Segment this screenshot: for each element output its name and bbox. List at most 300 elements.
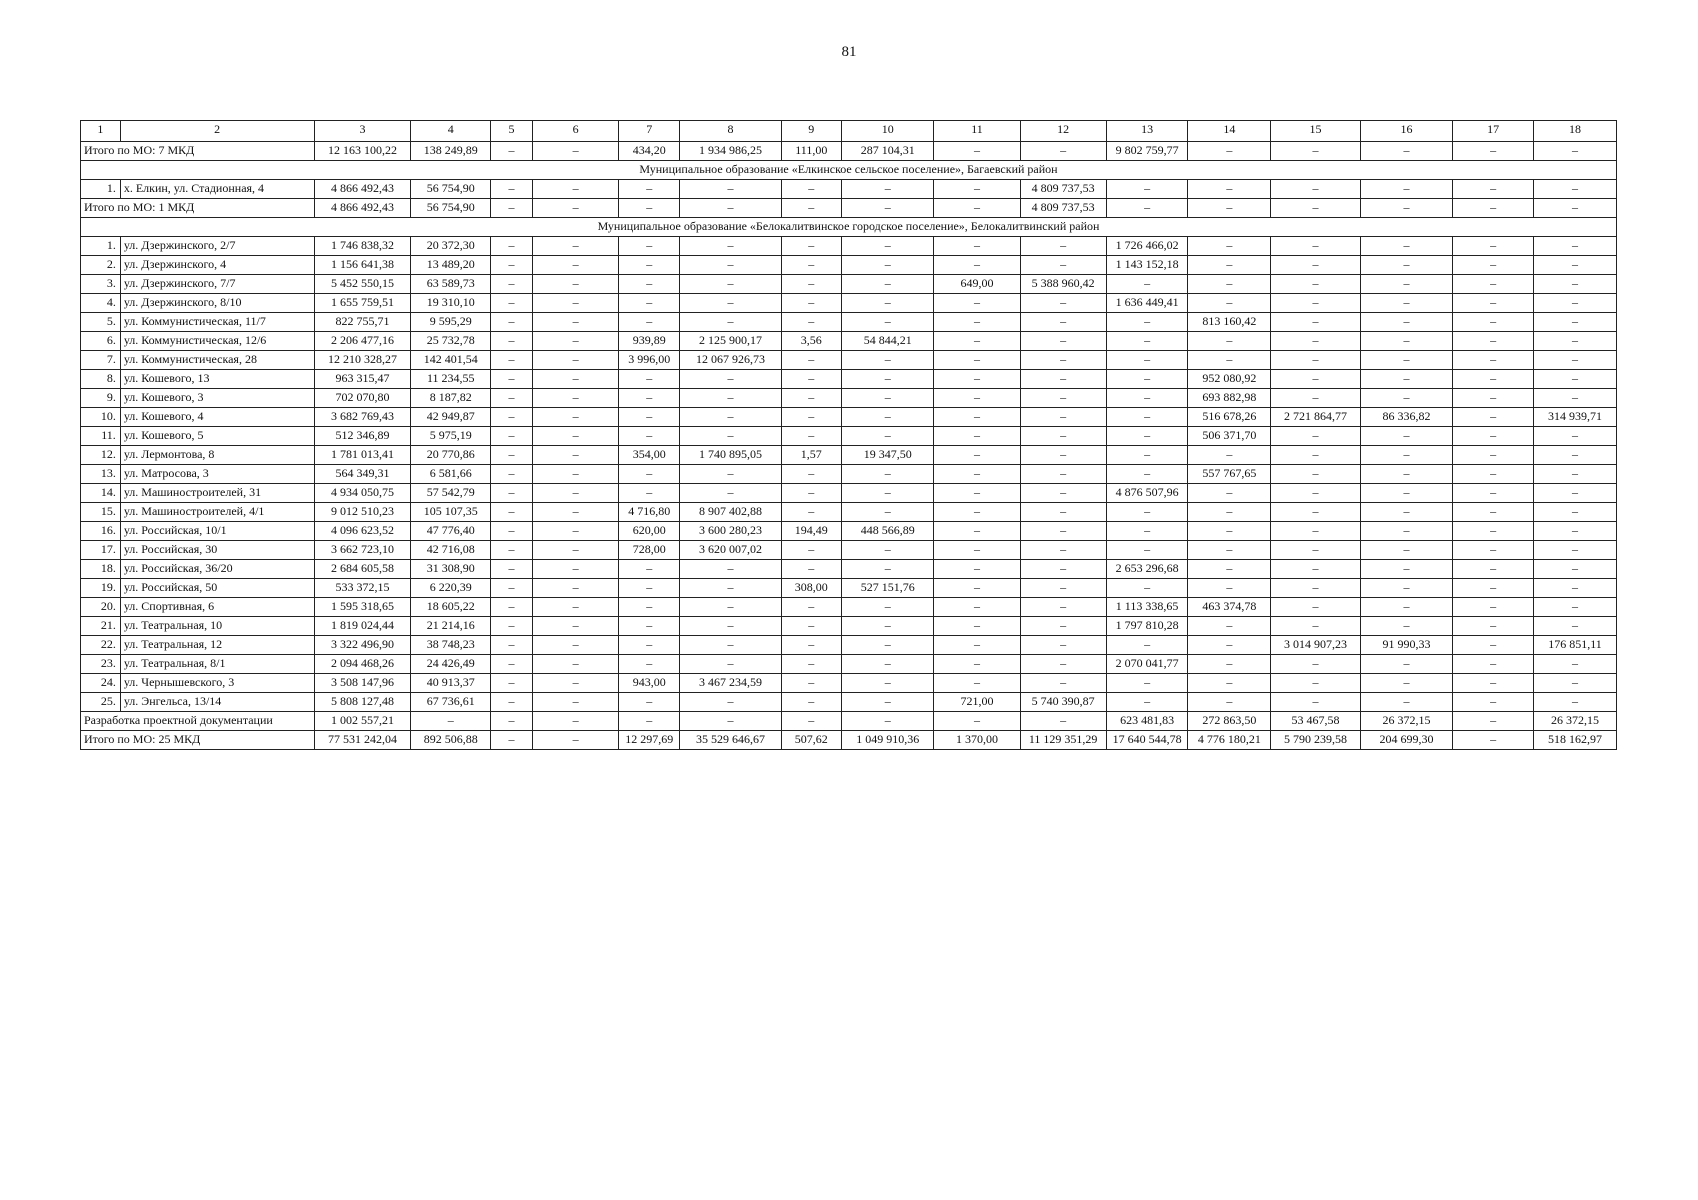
data-cell: 564 349,31	[314, 465, 411, 484]
data-cell: –	[1271, 446, 1360, 465]
data-cell: –	[491, 579, 533, 598]
data-cell: –	[533, 180, 619, 199]
data-cell: 176 851,11	[1533, 636, 1616, 655]
total-label: Итого по МО: 25 МКД	[81, 731, 315, 750]
data-cell: –	[680, 693, 781, 712]
data-cell: –	[1360, 237, 1453, 256]
row-number-cell: 2.	[81, 256, 121, 275]
data-cell: –	[781, 294, 841, 313]
data-cell: 9 012 510,23	[314, 503, 411, 522]
data-cell: –	[1106, 636, 1188, 655]
address-cell: ул. Российская, 50	[120, 579, 314, 598]
data-cell: –	[619, 636, 680, 655]
data-cell: 3,56	[781, 332, 841, 351]
row-number-cell: 11.	[81, 427, 121, 446]
total-cell: –	[491, 142, 533, 161]
total-cell: –	[1360, 199, 1453, 218]
row-number-cell: 1.	[81, 237, 121, 256]
data-cell: –	[1188, 294, 1271, 313]
table-row	[81, 560, 1617, 579]
data-cell: –	[781, 674, 841, 693]
data-cell: –	[934, 256, 1020, 275]
table-row	[81, 693, 1617, 712]
header-cell: 4	[411, 121, 491, 142]
row-number-cell: 5.	[81, 313, 121, 332]
data-cell: –	[1020, 446, 1106, 465]
data-cell: –	[781, 617, 841, 636]
address-cell: ул. Дзержинского, 2/7	[120, 237, 314, 256]
data-cell: 2 653 296,68	[1106, 560, 1188, 579]
data-cell: –	[680, 275, 781, 294]
data-cell: –	[533, 351, 619, 370]
data-cell: –	[491, 408, 533, 427]
header-cell: 13	[1106, 121, 1188, 142]
data-cell: –	[1533, 674, 1616, 693]
table-row	[81, 598, 1617, 617]
data-cell: 314 939,71	[1533, 408, 1616, 427]
data-cell: –	[934, 541, 1020, 560]
data-cell: –	[533, 446, 619, 465]
table-row	[81, 541, 1617, 560]
data-cell: –	[533, 617, 619, 636]
data-cell: –	[1271, 294, 1360, 313]
data-cell: 527 151,76	[841, 579, 934, 598]
data-cell: –	[491, 180, 533, 199]
data-cell: –	[1533, 180, 1616, 199]
data-cell: –	[934, 636, 1020, 655]
total-cell: –	[841, 199, 934, 218]
data-cell: –	[781, 180, 841, 199]
data-cell: –	[1533, 370, 1616, 389]
data-cell: –	[1020, 598, 1106, 617]
data-cell: –	[1453, 408, 1534, 427]
data-cell: –	[1360, 484, 1453, 503]
data-cell: –	[1453, 560, 1534, 579]
data-cell: 4 096 623,52	[314, 522, 411, 541]
data-cell: 25 732,78	[411, 332, 491, 351]
data-cell: –	[491, 294, 533, 313]
data-cell: –	[1360, 313, 1453, 332]
header-cell: 3	[314, 121, 411, 142]
data-cell: –	[619, 484, 680, 503]
data-cell: –	[533, 579, 619, 598]
data-cell: –	[533, 484, 619, 503]
data-cell: –	[491, 712, 533, 731]
data-cell: –	[491, 256, 533, 275]
data-cell: 5 740 390,87	[1020, 693, 1106, 712]
total-cell: 4 776 180,21	[1188, 731, 1271, 750]
data-cell: –	[841, 712, 934, 731]
table-row	[81, 332, 1617, 351]
data-cell: –	[1020, 674, 1106, 693]
data-cell: –	[1360, 275, 1453, 294]
data-cell: –	[1020, 256, 1106, 275]
total-cell: –	[1533, 142, 1616, 161]
data-cell: –	[1188, 522, 1271, 541]
data-cell: –	[1271, 351, 1360, 370]
header-cell: 12	[1020, 121, 1106, 142]
data-cell: –	[934, 522, 1020, 541]
data-cell: 1,57	[781, 446, 841, 465]
data-cell: 1 113 338,65	[1106, 598, 1188, 617]
data-cell: –	[781, 636, 841, 655]
data-cell: 53 467,58	[1271, 712, 1360, 731]
data-cell: –	[841, 503, 934, 522]
data-cell: –	[1360, 332, 1453, 351]
data-cell: –	[1106, 180, 1188, 199]
total-cell: 434,20	[619, 142, 680, 161]
data-cell: 354,00	[619, 446, 680, 465]
total-cell: 204 699,30	[1360, 731, 1453, 750]
data-cell: –	[619, 693, 680, 712]
row-number-cell: 6.	[81, 332, 121, 351]
data-cell: 19 310,10	[411, 294, 491, 313]
data-cell: 943,00	[619, 674, 680, 693]
address-cell: ул. Спортивная, 6	[120, 598, 314, 617]
table-row	[81, 294, 1617, 313]
total-row	[81, 199, 1617, 218]
row-number-cell: 20.	[81, 598, 121, 617]
data-cell: –	[1360, 674, 1453, 693]
table-row	[81, 370, 1617, 389]
data-cell: 142 401,54	[411, 351, 491, 370]
data-cell: 3 662 723,10	[314, 541, 411, 560]
data-cell: 21 214,16	[411, 617, 491, 636]
data-cell: –	[1360, 351, 1453, 370]
header-cell: 6	[533, 121, 619, 142]
data-cell: –	[1020, 636, 1106, 655]
data-cell: –	[781, 693, 841, 712]
data-cell: –	[934, 465, 1020, 484]
data-cell: –	[781, 313, 841, 332]
total-cell: –	[1188, 142, 1271, 161]
data-cell: 512 346,89	[314, 427, 411, 446]
data-cell: –	[533, 237, 619, 256]
address-cell: ул. Российская, 36/20	[120, 560, 314, 579]
total-cell: 4 809 737,53	[1020, 199, 1106, 218]
table-row	[81, 579, 1617, 598]
data-cell: –	[1453, 427, 1534, 446]
data-cell: 5 975,19	[411, 427, 491, 446]
data-cell: 952 080,92	[1188, 370, 1271, 389]
data-cell: –	[1271, 465, 1360, 484]
data-cell: –	[1020, 522, 1106, 541]
data-cell: –	[1188, 275, 1271, 294]
data-cell: –	[1360, 598, 1453, 617]
row-number-cell: 21.	[81, 617, 121, 636]
data-cell: –	[491, 465, 533, 484]
table-row	[81, 636, 1617, 655]
data-cell: –	[680, 427, 781, 446]
total-cell: 111,00	[781, 142, 841, 161]
data-cell: –	[1453, 275, 1534, 294]
data-cell: 57 542,79	[411, 484, 491, 503]
row-number-cell: 22.	[81, 636, 121, 655]
data-cell: –	[1533, 294, 1616, 313]
data-cell: –	[1271, 275, 1360, 294]
data-cell: 2 721 864,77	[1271, 408, 1360, 427]
data-cell: –	[1020, 427, 1106, 446]
data-cell: –	[491, 446, 533, 465]
data-cell: 1 819 024,44	[314, 617, 411, 636]
table-row	[81, 655, 1617, 674]
data-cell: –	[841, 294, 934, 313]
data-cell: 1 740 895,05	[680, 446, 781, 465]
data-cell: 1 746 838,32	[314, 237, 411, 256]
data-cell: –	[1271, 617, 1360, 636]
data-cell: –	[1533, 503, 1616, 522]
data-cell: –	[1020, 579, 1106, 598]
address-cell: ул. Машиностроителей, 31	[120, 484, 314, 503]
data-cell: –	[1533, 237, 1616, 256]
total-cell: –	[491, 199, 533, 218]
data-cell: –	[619, 180, 680, 199]
data-cell: –	[1533, 579, 1616, 598]
data-cell: –	[1360, 522, 1453, 541]
data-cell: 3 996,00	[619, 351, 680, 370]
data-cell: –	[491, 351, 533, 370]
data-cell: 649,00	[934, 275, 1020, 294]
total-cell: –	[491, 731, 533, 750]
data-cell: –	[1106, 522, 1188, 541]
data-cell: –	[491, 636, 533, 655]
data-cell: 463 374,78	[1188, 598, 1271, 617]
data-cell: –	[1453, 332, 1534, 351]
data-cell: 3 620 007,02	[680, 541, 781, 560]
header-row	[81, 121, 1617, 142]
data-cell: 1 156 641,38	[314, 256, 411, 275]
data-cell: –	[533, 427, 619, 446]
total-cell: 17 640 544,78	[1106, 731, 1188, 750]
data-cell: –	[680, 465, 781, 484]
row-number-cell: 3.	[81, 275, 121, 294]
data-cell: –	[680, 579, 781, 598]
data-cell: –	[1360, 180, 1453, 199]
data-cell: –	[934, 180, 1020, 199]
data-cell: –	[619, 389, 680, 408]
data-cell: –	[841, 465, 934, 484]
data-cell: –	[1020, 351, 1106, 370]
data-cell: –	[533, 541, 619, 560]
data-cell: –	[1360, 427, 1453, 446]
data-cell: –	[1271, 655, 1360, 674]
row-number-cell: 19.	[81, 579, 121, 598]
data-cell: 533 372,15	[314, 579, 411, 598]
data-cell: –	[841, 427, 934, 446]
address-cell: ул. Лермонтова, 8	[120, 446, 314, 465]
data-cell: –	[491, 275, 533, 294]
total-cell: –	[781, 199, 841, 218]
data-cell: 557 767,65	[1188, 465, 1271, 484]
table-row	[81, 465, 1617, 484]
row-number-cell: 9.	[81, 389, 121, 408]
data-cell: –	[1453, 256, 1534, 275]
data-cell: –	[1188, 636, 1271, 655]
data-cell: –	[619, 617, 680, 636]
data-cell: –	[491, 674, 533, 693]
data-cell: –	[491, 693, 533, 712]
data-cell: –	[1453, 237, 1534, 256]
row-number-cell: 17.	[81, 541, 121, 560]
data-cell: –	[781, 427, 841, 446]
data-cell: –	[491, 484, 533, 503]
data-cell: –	[1360, 256, 1453, 275]
data-cell: –	[1020, 237, 1106, 256]
data-cell: –	[934, 408, 1020, 427]
data-cell: 11 234,55	[411, 370, 491, 389]
data-cell: –	[1453, 370, 1534, 389]
data-cell: 31 308,90	[411, 560, 491, 579]
data-cell: 42 716,08	[411, 541, 491, 560]
data-cell: –	[619, 408, 680, 427]
data-cell: –	[533, 503, 619, 522]
address-cell: ул. Дзержинского, 8/10	[120, 294, 314, 313]
data-cell: –	[619, 294, 680, 313]
total-cell: 77 531 242,04	[314, 731, 411, 750]
address-cell: ул. Театральная, 8/1	[120, 655, 314, 674]
data-cell: –	[1020, 655, 1106, 674]
data-cell: –	[680, 389, 781, 408]
address-cell: ул. Российская, 10/1	[120, 522, 314, 541]
data-cell: 5 808 127,48	[314, 693, 411, 712]
data-cell: –	[1188, 503, 1271, 522]
address-cell: ул. Энгельса, 13/14	[120, 693, 314, 712]
data-cell: 9 595,29	[411, 313, 491, 332]
data-cell: –	[619, 579, 680, 598]
data-cell: –	[1533, 446, 1616, 465]
data-cell: –	[1360, 655, 1453, 674]
total-cell: –	[619, 199, 680, 218]
data-cell: –	[1020, 541, 1106, 560]
data-cell: –	[1106, 446, 1188, 465]
data-cell: –	[1360, 560, 1453, 579]
section-row	[81, 161, 1617, 180]
data-cell: –	[1360, 465, 1453, 484]
data-cell: –	[1271, 674, 1360, 693]
register-table-body	[81, 121, 1617, 750]
data-cell: –	[781, 712, 841, 731]
data-cell: –	[1271, 522, 1360, 541]
data-cell: –	[1188, 674, 1271, 693]
data-cell: –	[1020, 389, 1106, 408]
data-cell: –	[1020, 294, 1106, 313]
address-cell: ул. Коммунистическая, 12/6	[120, 332, 314, 351]
data-cell: –	[1020, 313, 1106, 332]
data-cell: –	[1271, 579, 1360, 598]
header-cell: 1	[81, 121, 121, 142]
data-cell: –	[1453, 636, 1534, 655]
data-cell: –	[1271, 313, 1360, 332]
data-cell: –	[680, 370, 781, 389]
data-cell: –	[1188, 617, 1271, 636]
data-cell: –	[934, 351, 1020, 370]
data-cell: –	[1533, 598, 1616, 617]
data-cell: –	[934, 579, 1020, 598]
data-cell: –	[1533, 351, 1616, 370]
table-row	[81, 522, 1617, 541]
data-cell: 13 489,20	[411, 256, 491, 275]
data-cell: –	[841, 541, 934, 560]
data-cell: –	[1360, 446, 1453, 465]
data-cell: 1 781 013,41	[314, 446, 411, 465]
data-cell: 4 876 507,96	[1106, 484, 1188, 503]
data-cell: –	[1188, 332, 1271, 351]
total-cell: –	[1020, 142, 1106, 161]
data-cell: –	[491, 503, 533, 522]
row-number-cell: 16.	[81, 522, 121, 541]
data-cell: –	[1020, 370, 1106, 389]
total-cell: 892 506,88	[411, 731, 491, 750]
section-row	[81, 218, 1617, 237]
data-cell: –	[1188, 484, 1271, 503]
total-cell: –	[1271, 199, 1360, 218]
data-cell: –	[1020, 332, 1106, 351]
data-cell: 20 372,30	[411, 237, 491, 256]
data-cell: –	[934, 332, 1020, 351]
total-cell: 1 049 910,36	[841, 731, 934, 750]
data-cell: –	[1271, 237, 1360, 256]
total-cell: –	[533, 199, 619, 218]
data-cell: –	[533, 313, 619, 332]
data-cell: –	[1533, 484, 1616, 503]
total-cell: 11 129 351,29	[1020, 731, 1106, 750]
data-cell: 623 481,83	[1106, 712, 1188, 731]
address-cell: ул. Дзержинского, 7/7	[120, 275, 314, 294]
header-cell: 15	[1271, 121, 1360, 142]
address-cell: ул. Кошевого, 4	[120, 408, 314, 427]
data-cell: 4 866 492,43	[314, 180, 411, 199]
data-cell: –	[533, 332, 619, 351]
total-cell: 518 162,97	[1533, 731, 1616, 750]
data-cell: –	[841, 408, 934, 427]
data-cell: –	[1106, 541, 1188, 560]
data-cell: –	[533, 522, 619, 541]
data-cell: –	[619, 560, 680, 579]
total-cell: –	[1106, 199, 1188, 218]
total-cell: 9 802 759,77	[1106, 142, 1188, 161]
row-number-cell: 4.	[81, 294, 121, 313]
data-cell: –	[841, 484, 934, 503]
data-cell: –	[1360, 541, 1453, 560]
data-cell: –	[781, 541, 841, 560]
data-cell: –	[533, 275, 619, 294]
total-cell: –	[1453, 731, 1534, 750]
data-cell: –	[1453, 579, 1534, 598]
table-row	[81, 617, 1617, 636]
row-number-cell: 7.	[81, 351, 121, 370]
data-cell: –	[1106, 389, 1188, 408]
data-cell: –	[491, 541, 533, 560]
data-cell: –	[533, 674, 619, 693]
data-cell: 105 107,35	[411, 503, 491, 522]
total-cell: 12 163 100,22	[314, 142, 411, 161]
data-cell: –	[1020, 712, 1106, 731]
data-cell: 42 949,87	[411, 408, 491, 427]
total-cell: –	[934, 142, 1020, 161]
header-cell: 7	[619, 121, 680, 142]
data-cell: –	[781, 598, 841, 617]
data-cell: –	[841, 617, 934, 636]
data-cell: –	[491, 617, 533, 636]
data-cell: –	[491, 522, 533, 541]
table-row	[81, 256, 1617, 275]
header-cell: 18	[1533, 121, 1616, 142]
address-cell: ул. Кошевого, 3	[120, 389, 314, 408]
data-cell: –	[1271, 370, 1360, 389]
data-cell: –	[491, 237, 533, 256]
data-cell: 26 372,15	[1533, 712, 1616, 731]
address-cell: ул. Театральная, 10	[120, 617, 314, 636]
